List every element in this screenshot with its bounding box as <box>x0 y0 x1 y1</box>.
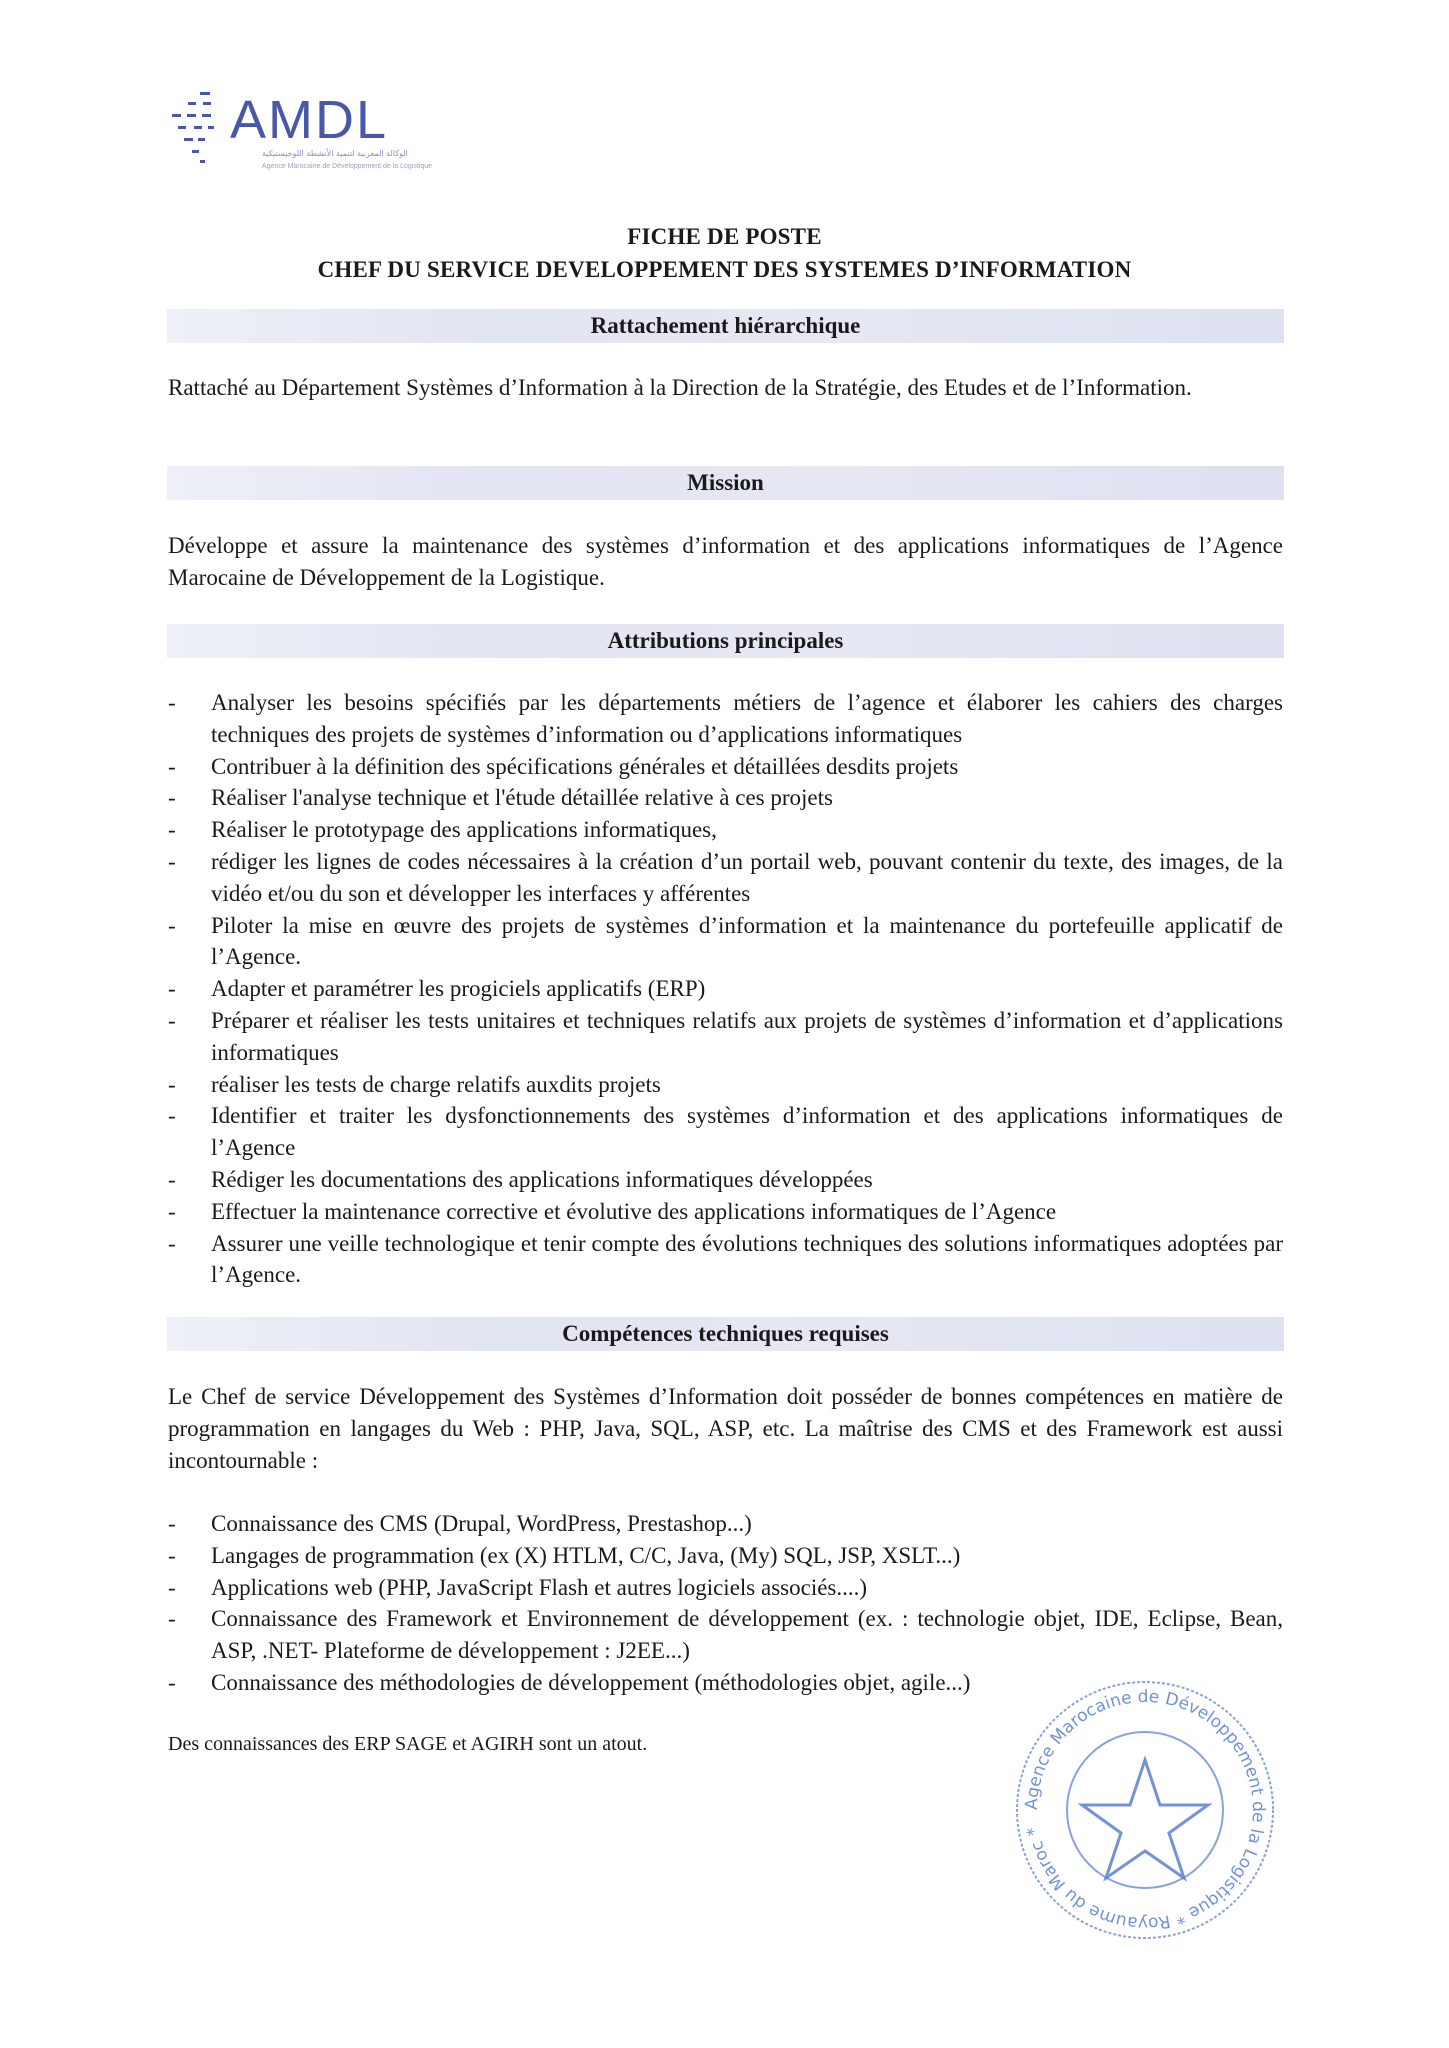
page-title <box>0 220 1449 286</box>
closing-note: Des connaissances des ERP SAGE et AGIRH sont un atout. <box>168 1733 648 1755</box>
svg-text:Agence Marocaine de Développem: Agence Marocaine de Développement de la Logistique <box>262 163 433 170</box>
list-item: - Rédiger les documentations des applications informatiques développées <box>168 1164 1283 1196</box>
section-heading-mission: Mission <box>167 466 1284 500</box>
list-item: - Contribuer à la définition des spécifications générales et détaillées desdits projets <box>168 751 1283 783</box>
list-item: - Identifier et traiter les dysfonctionnements des systèmes d’information et des applications informatiques de l’Agence <box>168 1100 1283 1164</box>
list-item: - Connaissance des CMS (Drupal, WordPress, Prestashop...) <box>168 1508 1283 1540</box>
list-item: - rédiger les lignes de codes nécessaires à la création d’un portail web, pouvant contenir du texte, des images, de la vidéo et/ou du son et développer les interfaces y afférentes <box>168 846 1283 910</box>
list-item: - Piloter la mise en œuvre des projets de systèmes d’information et la maintenance du portefeuille applicatif de l’Agence. <box>168 910 1283 974</box>
section-heading-competences: Compétences techniques requises <box>167 1317 1284 1351</box>
list-item: - réaliser les tests de charge relatifs auxdits projets <box>168 1069 1283 1101</box>
title-main: FICHE DE POSTE <box>627 224 822 249</box>
list-item: - Réaliser le prototypage des applications informatiques, <box>168 814 1283 846</box>
rattachement-text: Rattaché au Département Systèmes d’Information à la Direction de la Stratégie, des Etudes et de l’Information. <box>168 375 1192 400</box>
list-item: - Réaliser l'analyse technique et l'étude détaillée relative à ces projets <box>168 782 1283 814</box>
competences-text: Le Chef de service Développement des Systèmes d’Information doit posséder de bonnes compétences en matière de programmation en langages du Web : PHP, Java, SQL, ASP, etc. La maîtrise des CMS et des Framework est aussi incontournable : <box>168 1384 1283 1473</box>
section-heading-attributions: Attributions principales <box>167 624 1284 658</box>
section-heading-rattachement: Rattachement hiérarchique <box>167 309 1284 343</box>
list-item: - Applications web (PHP, JavaScript Flash et autres logiciels associés....) <box>168 1572 1283 1604</box>
list-item: - Connaissance des Framework et Environnement de développement (ex. : technologie objet, IDE, Eclipse, Bean, ASP, .NET- Plateforme de développement : J2EE...) <box>168 1603 1283 1667</box>
list-item: - Connaissance des méthodologies de développement (méthodologies objet, agile...) <box>168 1667 1283 1699</box>
svg-text:Agence Marocaine de Développem: Agence Marocaine de Développement de la Logistique * Royaume du Maroc * <box>1021 1686 1269 1934</box>
official-stamp <box>1000 1665 1290 1955</box>
logo-wordmark: AMDL <box>230 90 389 150</box>
list-item: - Analyser les besoins spécifiés par les départements métiers de l’agence et élaborer les cahiers des charges techniques des projets de systèmes d’information ou d’applications informatiques <box>168 687 1283 751</box>
amdl-logo <box>170 88 500 178</box>
title-sub: CHEF DU SERVICE DEVELOPPEMENT DES SYSTEMES D’INFORMATION <box>317 257 1132 282</box>
svg-text:الوكالة المغربية لتنمية الأنشط: الوكالة المغربية لتنمية الأنشطة اللوجيستيكية <box>262 149 408 158</box>
mission-text: Développe et assure la maintenance des systèmes d’information et des applications informatiques de l’Agence Marocaine de Développement de la Logistique. <box>168 533 1283 590</box>
list-item: - Langages de programmation (ex (X) HTLM, C/C, Java, (My) SQL, JSP, XSLT...) <box>168 1540 1283 1572</box>
list-item: - Préparer et réaliser les tests unitaires et techniques relatifs aux projets de systèmes d’information et d’applications informatiques <box>168 1005 1283 1069</box>
list-item: - Effectuer la maintenance corrective et évolutive des applications informatiques de l’Agence <box>168 1196 1283 1228</box>
attributions-list <box>168 687 1283 1291</box>
list-item: - Adapter et paramétrer les progiciels applicatifs (ERP) <box>168 973 1283 1005</box>
star-icon <box>1082 1760 1208 1878</box>
list-item: - Assurer une veille technologique et tenir compte des évolutions techniques des solutions informatiques adoptées par l’Agence. <box>168 1228 1283 1292</box>
